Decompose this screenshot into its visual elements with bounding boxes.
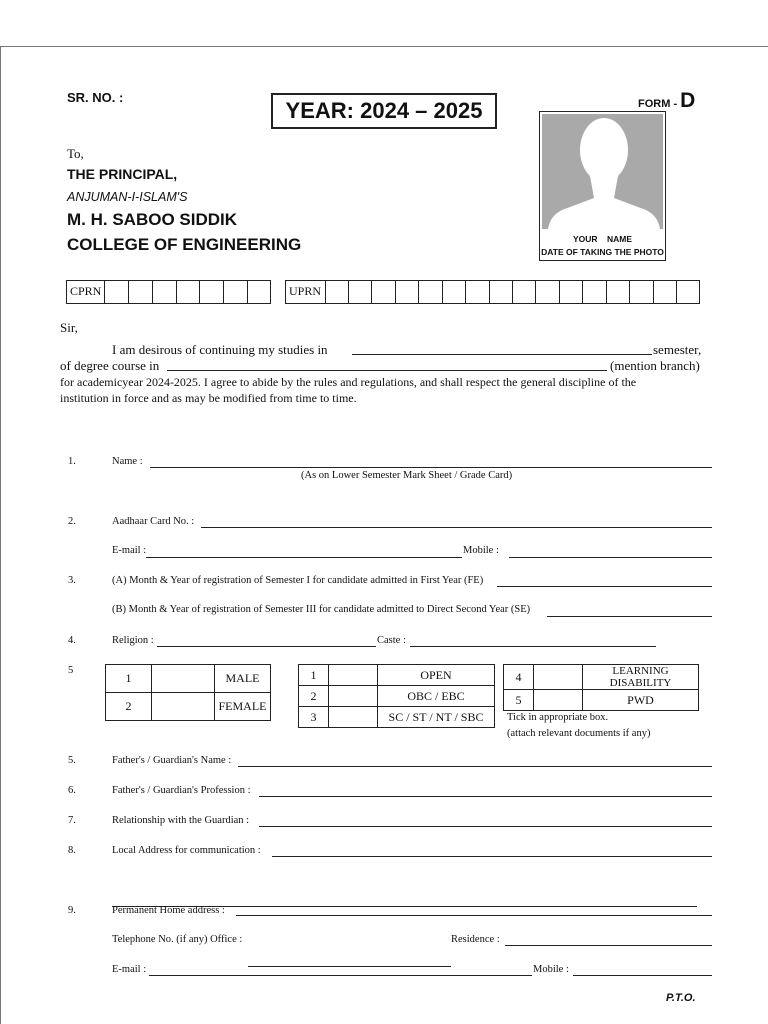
email-input-line[interactable] (146, 557, 462, 558)
salutation: Sir, (60, 320, 78, 335)
category-row (299, 707, 495, 728)
registration-se-input-line[interactable] (547, 616, 712, 617)
uprn-label: UPRN (289, 284, 322, 298)
category-label: OPEN (378, 665, 495, 686)
cprn-cell[interactable] (176, 281, 200, 303)
photo-caption (540, 233, 665, 259)
form-id (638, 89, 695, 113)
category-number: 1 (299, 665, 329, 686)
registration-fe-input-line[interactable] (497, 586, 712, 587)
uprn-cell[interactable] (325, 281, 348, 303)
mobile-label: Mobile : (463, 545, 499, 556)
college-name-line2: COLLEGE OF ENGINEERING (67, 235, 302, 254)
cprn-cell[interactable] (152, 281, 176, 303)
uprn-cell[interactable] (653, 281, 676, 303)
aadhaar-label: Aadhaar Card No. : (112, 516, 195, 527)
degree-course-input-line[interactable] (167, 370, 607, 371)
person-silhouette-icon (542, 114, 663, 229)
page-left-border (0, 46, 1, 1024)
caste-input-line[interactable] (410, 646, 656, 647)
disability-label: LEARNING DISABILITY (583, 665, 699, 690)
cprn-cell[interactable] (223, 281, 247, 303)
item-number: 3. (68, 575, 76, 586)
uprn-cell[interactable] (676, 281, 699, 303)
cprn-cell[interactable] (247, 281, 270, 303)
item-number: 9. (68, 905, 76, 916)
uprn-cell[interactable] (348, 281, 371, 303)
residence-label: Residence : (451, 934, 500, 945)
sr-no-label: SR. NO. : (67, 90, 124, 105)
photo-box (539, 111, 666, 261)
name-note: (As on Lower Semester Mark Sheet / Grade Card) (301, 470, 513, 481)
cprn-field[interactable] (66, 280, 271, 304)
name-input-line[interactable] (150, 467, 712, 468)
cprn-cell[interactable] (128, 281, 152, 303)
email2-input-line[interactable] (149, 975, 532, 976)
society-name: ANJUMAN-I-ISLAM'S (67, 190, 188, 204)
uprn-cell[interactable] (606, 281, 629, 303)
category-label: SC / ST / NT / SBC (378, 707, 495, 728)
category-checkbox[interactable] (329, 665, 378, 686)
uprn-cell[interactable] (512, 281, 535, 303)
item-number: 4. (68, 635, 76, 646)
item-number: 2. (68, 516, 76, 527)
gender-number: 2 (106, 693, 152, 721)
category-table (298, 664, 495, 728)
aadhaar-input-line[interactable] (201, 527, 712, 528)
form-letter: D (680, 89, 696, 112)
disability-checkbox[interactable] (534, 690, 583, 711)
letter-line3: for academicyear 2024-2025. I agree to abide by the rules and regulations, and shall respect the general discipline of the (60, 375, 637, 389)
college-name-line1: M. H. SABOO SIDDIK (67, 210, 238, 229)
item-number: 5. (68, 755, 76, 766)
uprn-cell[interactable] (465, 281, 488, 303)
guardian-profession-input-line[interactable] (259, 796, 712, 797)
uprn-cell[interactable] (442, 281, 465, 303)
guardian-name-label: Father's / Guardian's Name : (112, 755, 232, 766)
letter-line4: institution in force and as may be modified from time to time. (60, 391, 357, 405)
uprn-cell[interactable] (418, 281, 441, 303)
relationship-label: Relationship with the Guardian : (112, 815, 250, 826)
cprn-cell[interactable] (199, 281, 223, 303)
uprn-field[interactable] (285, 280, 700, 304)
tick-note-line1: Tick in appropriate box. (507, 712, 609, 723)
cprn-cell[interactable] (104, 281, 128, 303)
disability-checkbox[interactable] (534, 665, 583, 690)
gender-checkbox[interactable] (152, 693, 215, 721)
disability-table (503, 664, 699, 711)
relationship-input-line[interactable] (259, 826, 712, 827)
uprn-cell[interactable] (395, 281, 418, 303)
mobile2-label: Mobile : (533, 964, 569, 975)
gender-number: 1 (106, 665, 152, 693)
religion-input-line[interactable] (157, 646, 376, 647)
category-checkbox[interactable] (329, 686, 378, 707)
to-label: To, (67, 146, 84, 161)
disability-number: 4 (504, 665, 534, 690)
mobile-input-line[interactable] (509, 557, 712, 558)
tick-note-line2: (attach relevant documents if any) (507, 728, 651, 739)
gender-label: MALE (215, 665, 271, 693)
guardian-name-input-line[interactable] (238, 766, 712, 767)
guardian-profession-label: Father's / Guardian's Profession : (112, 785, 251, 796)
cprn-label: CPRN (70, 284, 102, 298)
uprn-cell[interactable] (629, 281, 652, 303)
letter-line1-end: semester, (653, 342, 702, 357)
telephone-label: Telephone No. (if any) Office : (112, 934, 243, 945)
category-row (299, 686, 495, 707)
disability-number: 5 (504, 690, 534, 711)
mobile2-input-line[interactable] (573, 975, 712, 976)
permanent-address-label: Permanent Home address : (112, 905, 225, 916)
category-number: 3 (299, 707, 329, 728)
item-number: 6. (68, 785, 76, 796)
uprn-cell[interactable] (582, 281, 605, 303)
disability-row (504, 665, 699, 690)
item-number: 8. (68, 845, 76, 856)
permanent-address-input-line[interactable] (236, 915, 712, 916)
gender-row (106, 693, 271, 721)
gender-checkbox[interactable] (152, 665, 215, 693)
item-number: 7. (68, 815, 76, 826)
letter-line2-end: (mention branch) (610, 358, 700, 373)
photo-caption-line1: YOUR NAME (572, 234, 633, 244)
item-number: 1. (68, 456, 76, 467)
uprn-cell[interactable] (489, 281, 512, 303)
category-row (299, 665, 495, 686)
name-label: Name : (112, 456, 143, 467)
academic-year-box: YEAR: 2024 – 2025 (271, 93, 497, 129)
principal-label: THE PRINCIPAL, (67, 166, 178, 182)
photo-caption-line2: DATE OF TAKING THE PHOTO (541, 247, 664, 257)
semester-input-line[interactable] (352, 354, 652, 355)
religion-label: Religion : (112, 635, 154, 646)
letter-line1-start: I am desirous of continuing my studies in (112, 342, 328, 357)
registration-se-label: (B) Month & Year of registration of Semester III for candidate admitted to Direct Second Year (SE) (112, 604, 531, 615)
category-label: OBC / EBC (378, 686, 495, 707)
item-number: 5 (68, 665, 74, 676)
disability-label: PWD (583, 690, 699, 711)
caste-label: Caste : (377, 635, 406, 646)
uprn-cell[interactable] (559, 281, 582, 303)
form-prefix: FORM - (638, 98, 681, 110)
pto-label: P.T.O. (666, 992, 696, 1004)
gender-row (106, 665, 271, 693)
category-checkbox[interactable] (329, 707, 378, 728)
residence-input-line[interactable] (505, 945, 712, 946)
telephone-input-line[interactable] (248, 966, 451, 967)
email2-label: E-mail : (112, 964, 147, 975)
gender-label: FEMALE (215, 693, 271, 721)
disability-row (504, 690, 699, 711)
category-number: 2 (299, 686, 329, 707)
uprn-cell[interactable] (371, 281, 394, 303)
email-label: E-mail : (112, 545, 147, 556)
local-address-label: Local Address for communication : (112, 845, 261, 856)
local-address-input-line[interactable] (272, 856, 712, 857)
letter-line2-start: of degree course in (60, 358, 160, 373)
page-top-border (0, 46, 768, 47)
gender-table (105, 664, 271, 721)
uprn-cell[interactable] (535, 281, 558, 303)
photo-placeholder (542, 114, 663, 229)
registration-fe-label: (A) Month & Year of registration of Semester I for candidate admitted in First Year (FE) (112, 575, 484, 586)
